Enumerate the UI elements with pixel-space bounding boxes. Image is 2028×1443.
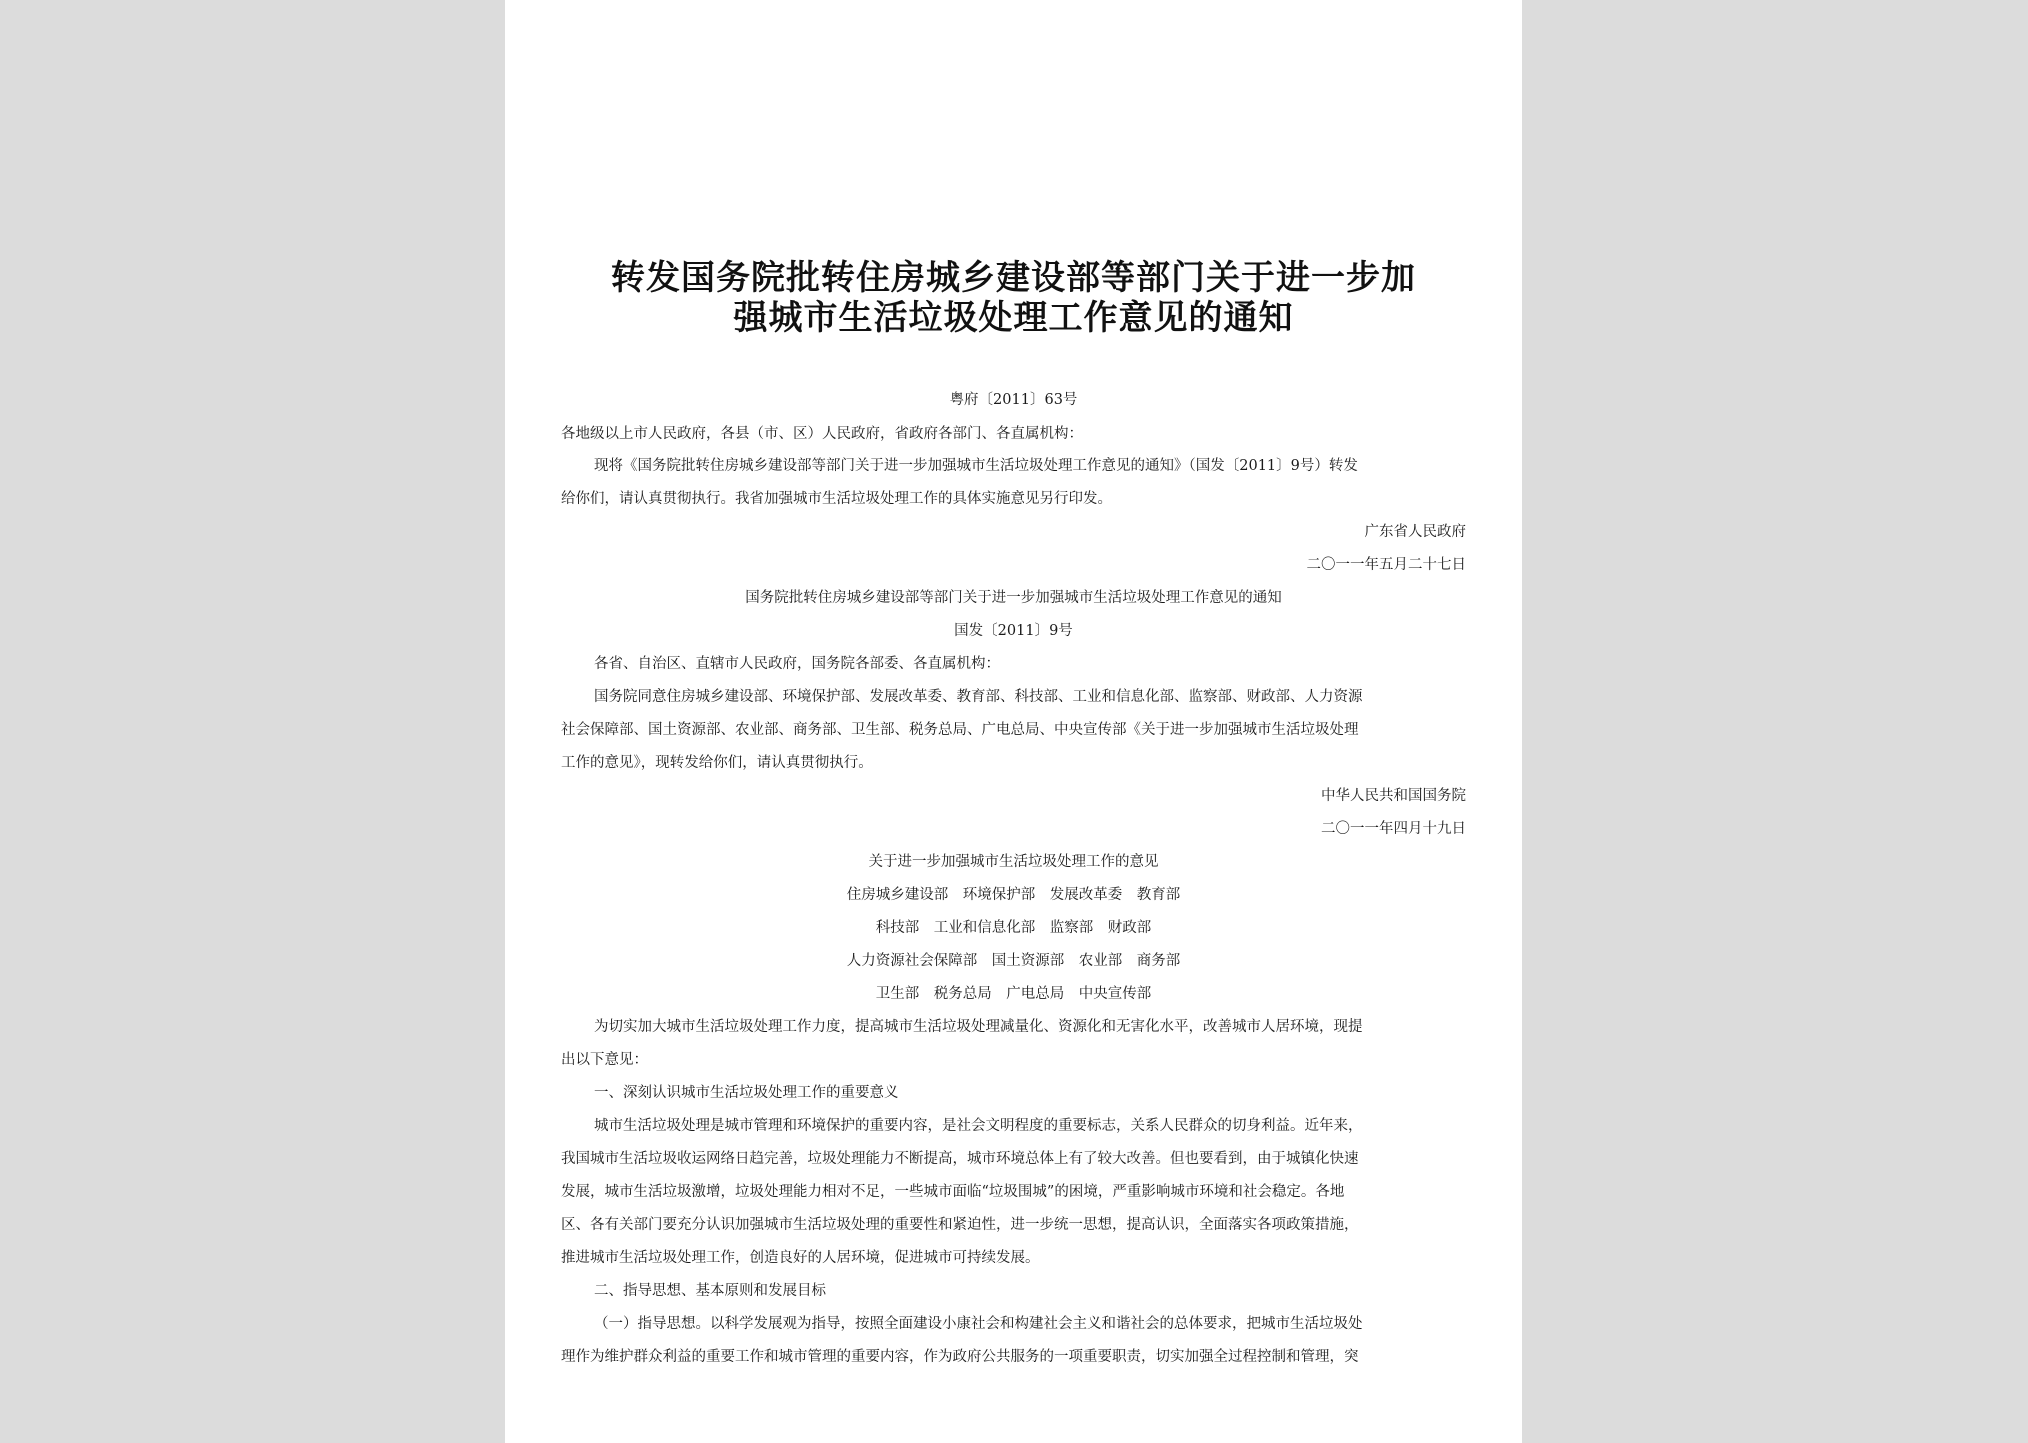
signature-date: 二〇一一年五月二十七日 <box>1306 557 1466 573</box>
paragraph-line: 区、各有关部门要充分认识加强城市生活垃圾处理的重要性和紧迫性，进一步统一思想，提高认识，全面落实各项政策措施， <box>561 1217 1359 1233</box>
paragraph-line: 理作为维护群众利益的重要工作和城市管理的重要内容，作为政府公共服务的一项重要职责，切实加强全过程控制和管理，突 <box>561 1349 1359 1365</box>
section-title: 国务院批转住房城乡建设部等部门关于进一步加强城市生活垃圾处理工作意见的通知 <box>745 590 1282 606</box>
section-heading: 一、深刻认识城市生活垃圾处理工作的重要意义 <box>594 1085 899 1101</box>
paragraph-line: 给你们，请认真贯彻执行。我省加强城市生活垃圾处理工作的具体实施意见另行印发。 <box>561 491 1112 507</box>
paragraph-line: 发展，城市生活垃圾激增，垃圾处理能力相对不足，一些城市面临“垃圾围城”的困境，严重影响城市环境和社会稳定。各地 <box>561 1184 1345 1200</box>
paragraph-line: 国务院同意住房城乡建设部、环境保护部、发展改革委、教育部、科技部、工业和信息化部、监察部、财政部、人力资源 <box>594 689 1363 705</box>
department-list: 住房城乡建设部 环境保护部 发展改革委 教育部 <box>846 887 1181 903</box>
signature-org: 中华人民共和国国务院 <box>1321 788 1466 804</box>
paragraph-line: 现将《国务院批转住房城乡建设部等部门关于进一步加强城市生活垃圾处理工作意见的通知》（国发〔2011〕9号）转发 <box>594 458 1358 474</box>
document-page <box>505 0 1522 1443</box>
signature-org: 广东省人民政府 <box>1364 524 1466 540</box>
department-list: 科技部 工业和信息化部 监察部 财政部 <box>875 920 1152 936</box>
paragraph-line: 推进城市生活垃圾处理工作，创造良好的人居环境，促进城市可持续发展。 <box>561 1250 1040 1266</box>
addressee: 各地级以上市人民政府，各县（市、区）人民政府，省政府各部门、各直属机构： <box>561 426 1083 442</box>
department-list: 人力资源社会保障部 国土资源部 农业部 商务部 <box>846 953 1181 969</box>
paragraph-line: 工作的意见》，现转发给你们，请认真贯彻执行。 <box>561 755 873 771</box>
paragraph-line: 社会保障部、国土资源部、农业部、商务部、卫生部、税务总局、广电总局、中央宣传部《关于进一步加强城市生活垃圾处理 <box>561 722 1359 738</box>
department-list: 卫生部 税务总局 广电总局 中央宣传部 <box>875 986 1152 1002</box>
doc-number: 国发〔2011〕9号 <box>954 623 1073 639</box>
paragraph-line: 我国城市生活垃圾收运网络日趋完善，垃圾处理能力不断提高，城市环境总体上有了较大改善。但也要看到，由于城镇化快速 <box>561 1151 1359 1167</box>
paragraph-line: 为切实加大城市生活垃圾处理工作力度，提高城市生活垃圾处理减量化、资源化和无害化水平，改善城市人居环境，现提 <box>594 1019 1363 1035</box>
section-heading: 二、指导思想、基本原则和发展目标 <box>594 1283 826 1299</box>
title-line-1: 转发国务院批转住房城乡建设部等部门关于进一步加 <box>611 258 1416 298</box>
paragraph-line: 城市生活垃圾处理是城市管理和环境保护的重要内容，是社会文明程度的重要标志，关系人民群众的切身利益。近年来， <box>594 1118 1363 1134</box>
addressee: 各省、自治区、直辖市人民政府，国务院各部委、各直属机构： <box>594 656 1000 672</box>
section-title: 关于进一步加强城市生活垃圾处理工作的意见 <box>868 854 1159 870</box>
doc-number: 粤府〔2011〕63号 <box>949 392 1078 408</box>
signature-date: 二〇一一年四月十九日 <box>1321 821 1466 837</box>
paragraph-line: 出以下意见： <box>561 1052 648 1068</box>
title-line-2: 强城市生活垃圾处理工作意见的通知 <box>733 298 1294 338</box>
document-title <box>561 258 1466 338</box>
paragraph-line: （一）指导思想。以科学发展观为指导，按照全面建设小康社会和构建社会主义和谐社会的总体要求，把城市生活垃圾处 <box>594 1316 1363 1332</box>
